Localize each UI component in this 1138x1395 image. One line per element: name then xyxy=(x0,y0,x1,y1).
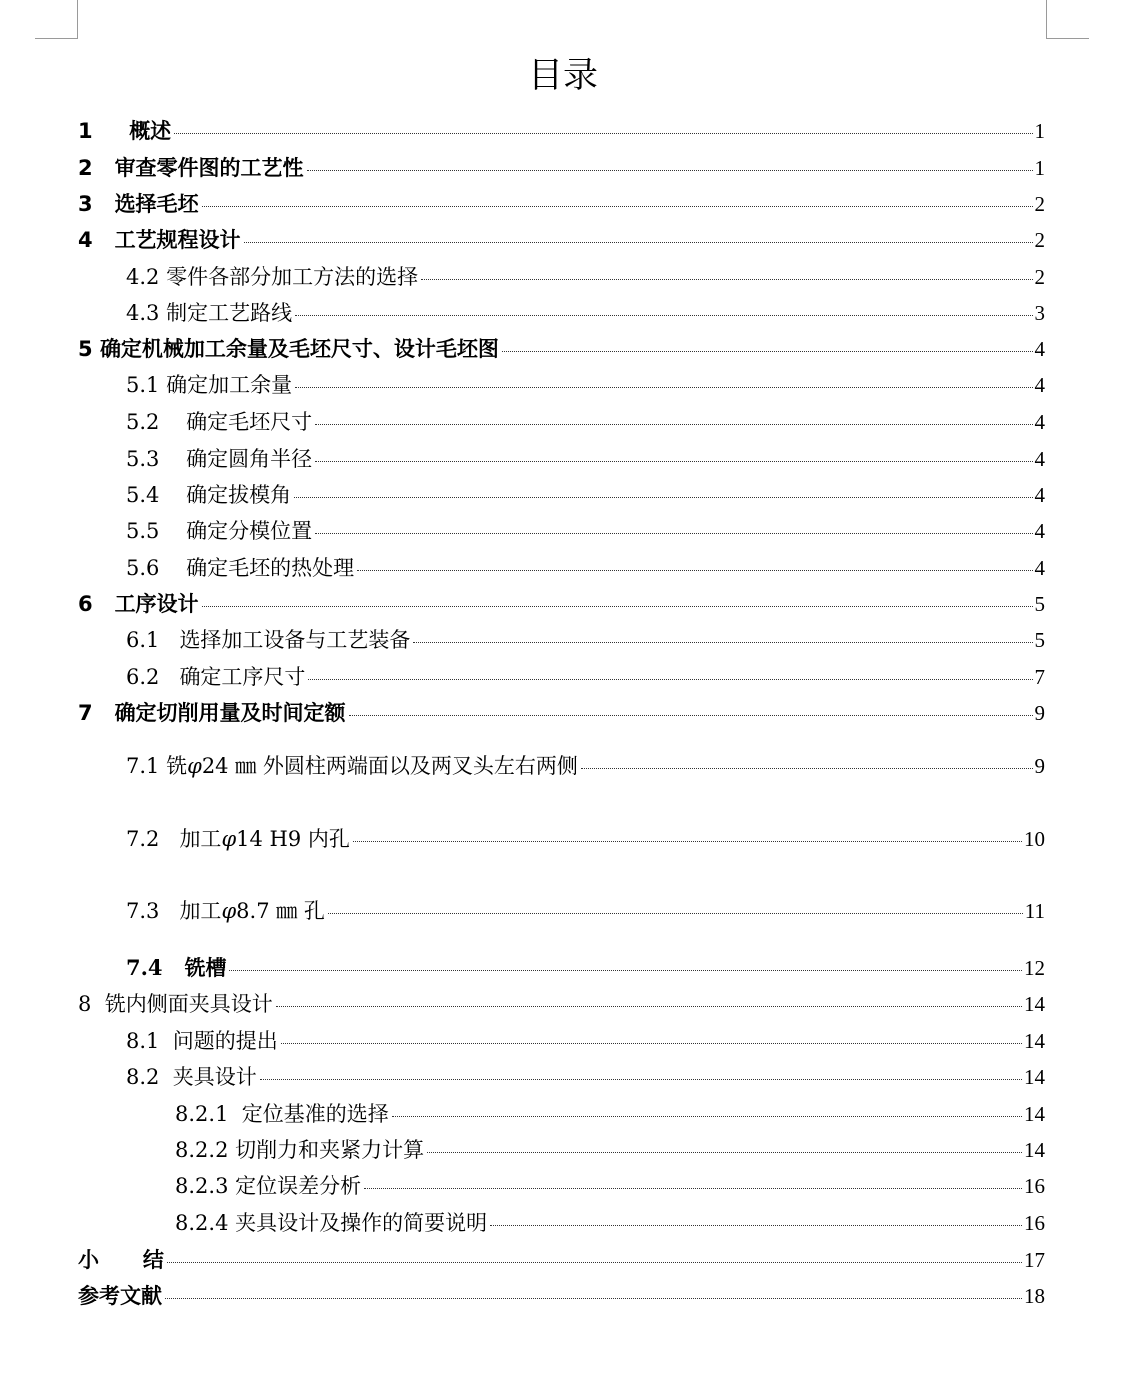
toc-entry-8-2-2[interactable]: 8.2.2 切削力和夹紧力计算 14 xyxy=(175,1134,1045,1166)
toc-entry-summary[interactable]: 小 结 17 xyxy=(78,1244,1045,1276)
toc-entry-4-2[interactable]: 4.2 零件各部分加工方法的选择 2 xyxy=(126,261,1045,293)
page-number: 14 xyxy=(1024,1065,1045,1089)
page-number: 16 xyxy=(1024,1174,1045,1198)
dot-leader xyxy=(165,1298,1022,1299)
toc-entry-8-2-3[interactable]: 8.2.3 定位误差分析 16 xyxy=(175,1170,1045,1202)
dot-leader xyxy=(294,497,1032,498)
toc-entry-7-2[interactable]: 7.2 加工φ14 H9 内孔 10 xyxy=(126,823,1045,855)
dot-leader xyxy=(167,1262,1022,1263)
page-number: 14 xyxy=(1024,992,1045,1016)
page-number: 5 xyxy=(1034,628,1045,652)
dot-leader xyxy=(202,606,1033,607)
toc-entry-5-1[interactable]: 5.1 确定加工余量 4 xyxy=(126,369,1045,401)
toc-entry-5-3[interactable]: 5.3 确定圆角半径 4 xyxy=(126,443,1045,475)
toc-entry-5-5[interactable]: 5.5 确定分模位置 4 xyxy=(126,515,1045,547)
page-number: 10 xyxy=(1024,827,1045,851)
toc-entry-5[interactable]: 5 确定机械加工余量及毛坯尺寸、设计毛坯图 4 xyxy=(78,333,1045,365)
page-number: 2 xyxy=(1034,192,1045,216)
page-number: 4 xyxy=(1034,556,1045,580)
page-number: 1 xyxy=(1034,156,1045,180)
page-number: 18 xyxy=(1024,1284,1045,1308)
page-number: 14 xyxy=(1024,1138,1045,1162)
page-number: 17 xyxy=(1024,1248,1045,1272)
phi-symbol: φ xyxy=(221,827,237,851)
page-number: 5 xyxy=(1034,592,1045,616)
toc-entry-references[interactable]: 参考文献 18 xyxy=(78,1280,1045,1312)
toc-entry-5-2[interactable]: 5.2 确定毛坯尺寸 4 xyxy=(126,406,1045,438)
dot-leader xyxy=(421,279,1032,280)
toc-entry-6-1[interactable]: 6.1 选择加工设备与工艺装备 5 xyxy=(126,624,1045,656)
dot-leader xyxy=(281,1043,1022,1044)
toc-entry-4[interactable]: 4 工艺规程设计 2 xyxy=(78,224,1045,256)
page-number: 2 xyxy=(1034,228,1045,252)
toc-entry-4-3[interactable]: 4.3 制定工艺路线 3 xyxy=(126,297,1045,329)
dot-leader xyxy=(427,1152,1022,1153)
dot-leader xyxy=(244,242,1033,243)
page-number: 4 xyxy=(1034,447,1045,471)
page-number: 7 xyxy=(1034,665,1045,689)
dot-leader xyxy=(308,679,1032,680)
dot-leader xyxy=(328,913,1023,914)
toc-entry-8-1[interactable]: 8.1 问题的提出 14 xyxy=(126,1025,1045,1057)
toc-entry-7-4[interactable]: 7.4 铣槽 12 xyxy=(126,952,1045,984)
toc-entry-3[interactable]: 3 选择毛坯 2 xyxy=(78,188,1045,220)
page-number: 2 xyxy=(1034,265,1045,289)
dot-leader xyxy=(276,1006,1022,1007)
page-number: 4 xyxy=(1034,483,1045,507)
dot-leader xyxy=(295,315,1032,316)
toc-title: 目录 xyxy=(527,56,598,96)
toc-entry-6-2[interactable]: 6.2 确定工序尺寸 7 xyxy=(126,661,1045,693)
toc-entry-7-3[interactable]: 7.3 加工φ8.7 ㎜ 孔 11 xyxy=(126,895,1045,927)
dot-leader xyxy=(364,1188,1022,1189)
toc-entry-8-2[interactable]: 8.2 夹具设计 14 xyxy=(126,1061,1045,1093)
toc-entry-5-4[interactable]: 5.4 确定拔模角 4 xyxy=(126,479,1045,511)
toc-entry-1[interactable]: 1 概述 1 xyxy=(78,115,1045,147)
toc-entry-2[interactable]: 2 审查零件图的工艺性 1 xyxy=(78,152,1045,184)
page-number: 4 xyxy=(1034,337,1045,361)
page-number: 4 xyxy=(1034,373,1045,397)
toc-entry-6[interactable]: 6 工序设计 5 xyxy=(78,588,1045,620)
page-number: 3 xyxy=(1034,301,1045,325)
dot-leader xyxy=(229,970,1022,971)
dot-leader xyxy=(413,642,1032,643)
dot-leader xyxy=(315,461,1032,462)
page-number: 14 xyxy=(1024,1029,1045,1053)
dot-leader xyxy=(349,715,1033,716)
page-number: 4 xyxy=(1034,519,1045,543)
toc-entry-7[interactable]: 7 确定切削用量及时间定额 9 xyxy=(78,697,1045,729)
toc-entry-7-1[interactable]: 7.1 铣φ24 ㎜ 外圆柱两端面以及两叉头左右两侧 9 xyxy=(126,750,1045,782)
phi-symbol: φ xyxy=(187,754,202,778)
crop-mark-top-right xyxy=(1046,0,1089,39)
dot-leader xyxy=(315,424,1032,425)
dot-leader xyxy=(353,841,1022,842)
page-number: 9 xyxy=(1034,754,1045,778)
page-number: 16 xyxy=(1024,1211,1045,1235)
page-number: 11 xyxy=(1024,899,1045,923)
page-number: 14 xyxy=(1024,1102,1045,1126)
dot-leader xyxy=(202,206,1033,207)
dot-leader xyxy=(295,387,1032,388)
dot-leader xyxy=(502,351,1033,352)
page-number: 1 xyxy=(1034,119,1045,143)
phi-symbol: φ xyxy=(221,899,237,923)
dot-leader xyxy=(392,1116,1022,1117)
dot-leader xyxy=(307,170,1033,171)
toc-entry-8[interactable]: 8 铣内侧面夹具设计 14 xyxy=(78,988,1045,1020)
dot-leader xyxy=(357,570,1032,571)
dot-leader xyxy=(260,1079,1022,1080)
dot-leader xyxy=(174,133,1032,134)
page-number: 4 xyxy=(1034,410,1045,434)
dot-leader xyxy=(581,768,1033,769)
toc-entry-5-6[interactable]: 5.6 确定毛坯的热处理 4 xyxy=(126,552,1045,584)
page-number: 12 xyxy=(1024,956,1045,980)
dot-leader xyxy=(490,1225,1022,1226)
toc-entry-8-2-4[interactable]: 8.2.4 夹具设计及操作的简要说明 16 xyxy=(175,1207,1045,1239)
page-number: 9 xyxy=(1034,701,1045,725)
dot-leader xyxy=(315,533,1032,534)
crop-mark-top-left xyxy=(35,0,78,39)
toc-entry-8-2-1[interactable]: 8.2.1 定位基准的选择 14 xyxy=(175,1098,1045,1130)
